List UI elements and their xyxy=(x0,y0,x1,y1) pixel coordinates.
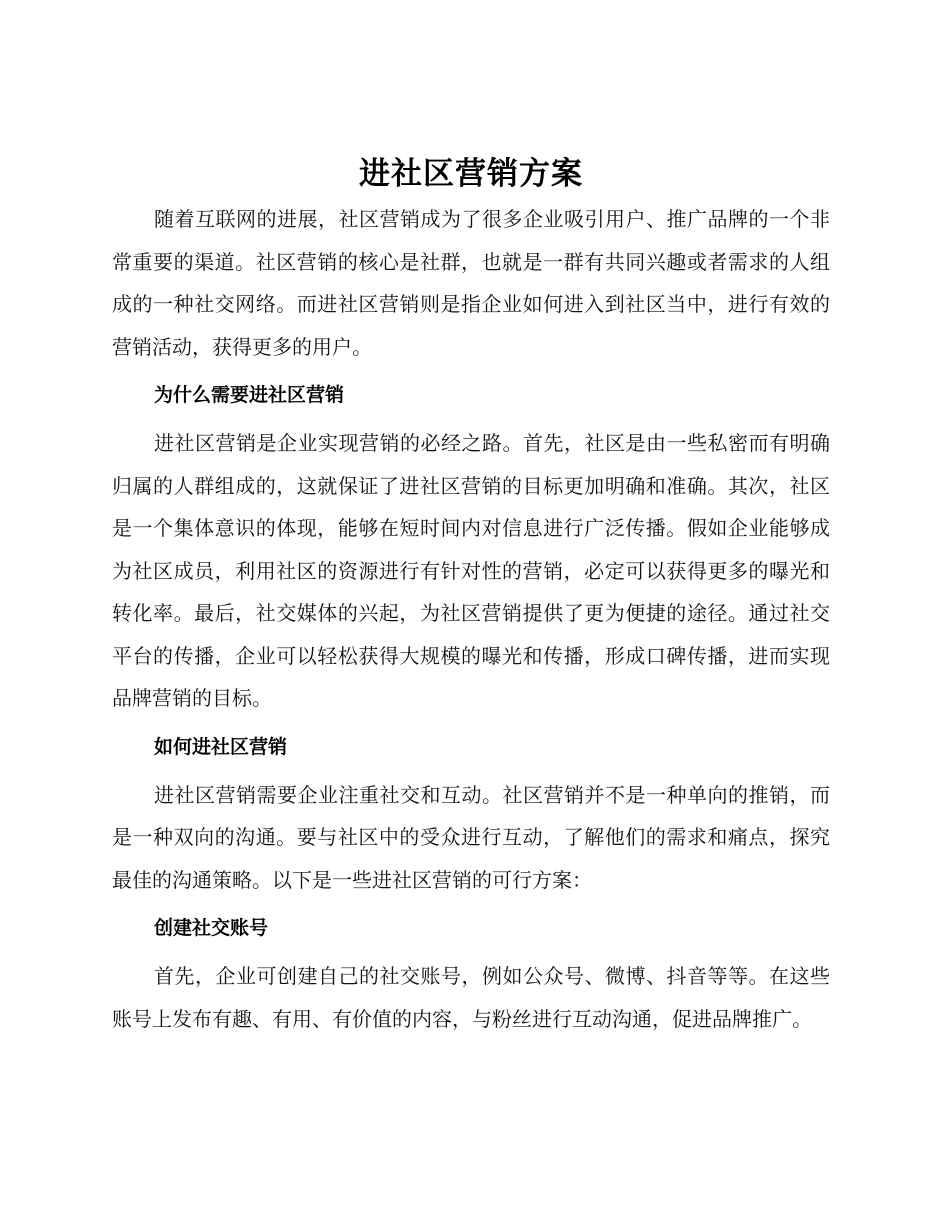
section-body-how: 进社区营销需要企业注重社交和互动。社区营销并不是一种单向的推销，而是一种双向的沟通。要与社区中的受众进行互动，了解他们的需求和痛点，探究最佳的沟通策略。以下是一些进社区营销的可行方案： xyxy=(112,782,830,892)
intro-paragraph: 随着互联网的进展，社区营销成为了很多企业吸引用户、推广品牌的一个非常重要的渠道。社区营销的核心是社群，也就是一群有共同兴趣或者需求的人组成的一种社交网络。而进社区营销则是指企业如何进入到社区当中，进行有效的营销活动，获得更多的用户。 xyxy=(112,207,830,359)
section-heading-account: 创建社交账号 xyxy=(154,917,269,939)
section-heading-how: 如何进社区营销 xyxy=(154,735,288,758)
section-heading-why: 为什么需要进社区营销 xyxy=(154,384,345,406)
document-content xyxy=(112,150,830,1040)
document-title: 进社区营销方案 xyxy=(359,156,583,192)
section-body-account: 首先，企业可创建自己的社交账号，例如公众号、微博、抖音等等。在这些账号上发布有趣、有用、有价值的内容，与粉丝进行互动沟通，促进品牌推广。 xyxy=(112,964,830,1031)
section-body-why: 进社区营销是企业实现营销的必经之路。首先，社区是由一些私密而有明确归属的人群组成的，这就保证了进社区营销的目标更加明确和准确。其次，社区是一个集体意识的体现，能够在短时间内对信息进行广泛传播。假如企业能够成为社区成员，利用社区的资源进行有针对性的营销，必定可以获得更多的曝光和转化率。最后，社交媒体的兴起，为社区营销提供了更为便捷的途径。通过社交平台的传播，企业可以轻松获得大规模的曝光和传播，形成口碑传播，进而实现品牌营销的目标。 xyxy=(112,431,830,710)
